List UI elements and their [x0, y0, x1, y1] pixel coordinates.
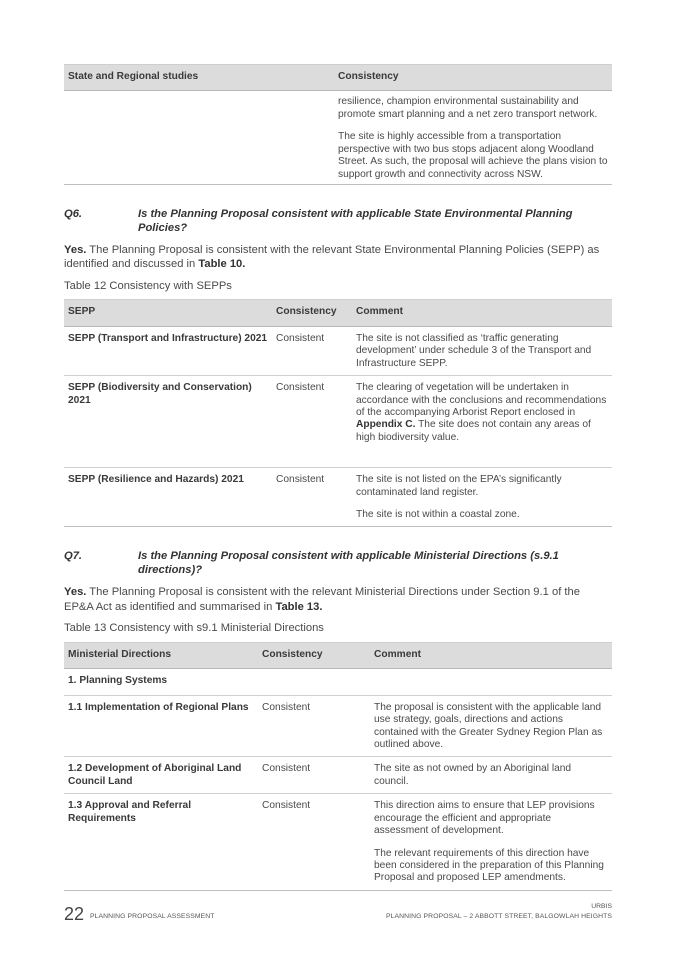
- table-row: [64, 468, 612, 527]
- comment-cell: [370, 757, 612, 794]
- column-header-comment: Comment: [370, 642, 612, 668]
- document-label: PLANNING PROPOSAL – 2 ABBOTT STREET, BALGOWLAH HEIGHTS: [386, 913, 612, 920]
- study-cell: [64, 91, 334, 185]
- brand-label: URBIS: [591, 903, 612, 910]
- column-header-directions: Ministerial Directions: [64, 642, 258, 668]
- direction-name: 1.2 Development of Aboriginal Land Council Land: [64, 757, 258, 794]
- section-heading: 1. Planning Systems: [64, 669, 612, 695]
- column-header-consistency: Consistency: [258, 642, 370, 668]
- consistency-paragraph: The site is highly accessible from a transportation perspective with two bus stops adjacent along Woodland Street. As such, the proposal will achieve the plans vision to support growth and connectivity across NSW.: [338, 131, 608, 180]
- section-label: PLANNING PROPOSAL ASSESSMENT: [90, 913, 215, 920]
- consistency-value: Consistent: [272, 468, 352, 527]
- table-reference: Table 13.: [275, 600, 323, 613]
- question-heading-q6: [64, 207, 612, 235]
- table-caption: Table 13 Consistency with s9.1 Ministerial Directions: [64, 622, 324, 635]
- comment-cell: [370, 794, 612, 891]
- answer-paragraph-q7: [64, 585, 612, 614]
- comment-text: The site does not contain any areas of high biodiversity value.: [356, 419, 591, 443]
- table-row: [64, 326, 612, 375]
- comment-text: The clearing of vegetation will be undertaken in accordance with the conclusions and recommendations of the accompanying Arborist Report enclosed in: [356, 382, 607, 418]
- answer-text: The Planning Proposal is consistent with the relevant Ministerial Directions under Section 9.1 of the EP&A Act as identified and summarised in: [64, 586, 580, 613]
- table-row: [64, 695, 612, 757]
- consistency-cell: [334, 91, 612, 185]
- state-regional-studies-table: [64, 64, 612, 185]
- answer-text: The Planning Proposal is consistent with the relevant State Environmental Planning Policies (SEPP) as identified and discussed in: [64, 244, 600, 271]
- table-row: [64, 376, 612, 468]
- table-row: [64, 794, 612, 891]
- comment-cell: [352, 468, 612, 527]
- consistency-paragraph: resilience, champion environmental sustainability and promote smart planning and a net zero transport network.: [338, 96, 598, 120]
- comment-paragraph: The site as not owned by an Aboriginal land council.: [374, 763, 572, 787]
- question-number: Q6.: [64, 208, 83, 221]
- consistency-value: Consistent: [272, 376, 352, 468]
- column-header-studies: State and Regional studies: [64, 65, 334, 91]
- comment-cell: [352, 376, 612, 468]
- column-header-consistency: Consistency: [334, 65, 612, 91]
- ministerial-directions-table: [64, 642, 612, 891]
- comment-paragraph: [356, 382, 608, 444]
- question-text: Is the Planning Proposal consistent with applicable Ministerial Directions (s.9.1 directions)?: [138, 550, 559, 577]
- column-header-consistency: Consistency: [272, 300, 352, 326]
- table-row: [64, 91, 612, 185]
- comment-paragraph: This direction aims to ensure that LEP provisions encourage the efficient and appropriate assessment of development.: [374, 800, 595, 837]
- comment-cell: [370, 695, 612, 757]
- table-caption: Table 12 Consistency with SEPPs: [64, 279, 232, 292]
- sepp-name: SEPP (Resilience and Hazards) 2021: [64, 468, 272, 527]
- table-header-row: [64, 642, 612, 668]
- table-header-row: [64, 300, 612, 326]
- page-number: 22: [64, 904, 85, 924]
- page-footer: [64, 900, 612, 924]
- comment-paragraph: The proposal is consistent with the applicable land use strategy, goals, directions and actions contained with the Greater Sydney Region Plan as outlined above.: [374, 701, 603, 750]
- sepp-name: SEPP (Biodiversity and Conservation) 2021: [64, 376, 272, 468]
- table-row: [64, 757, 612, 794]
- table-header-row: [64, 65, 612, 91]
- table-reference: Table 10.: [198, 258, 246, 271]
- comment-paragraph: The site is not within a coastal zone.: [356, 509, 520, 520]
- answer-paragraph-q6: [64, 243, 612, 272]
- comment-paragraph: The relevant requirements of this direction have been considered in the preparation of this Planning Proposal and proposed LEP amendments.: [374, 847, 604, 884]
- section-row: [64, 669, 612, 695]
- direction-name: 1.3 Approval and Referral Requirements: [64, 794, 258, 891]
- column-header-comment: Comment: [352, 300, 612, 326]
- column-header-sepp: SEPP: [64, 300, 272, 326]
- consistency-value: Consistent: [258, 757, 370, 794]
- page-content: [64, 64, 612, 891]
- comment-paragraph: The site is not classified as ‘traffic generating development’ under schedule 3 of the Transport and Infrastructure SEPP.: [356, 332, 592, 369]
- sepp-name: SEPP (Transport and Infrastructure) 2021: [64, 326, 272, 375]
- question-text: Is the Planning Proposal consistent with applicable State Environmental Planning Policies?: [138, 208, 573, 235]
- consistency-value: Consistent: [258, 794, 370, 891]
- consistency-value: Consistent: [272, 326, 352, 375]
- question-heading-q7: [64, 549, 612, 577]
- direction-name: 1.1 Implementation of Regional Plans: [64, 695, 258, 757]
- appendix-reference: Appendix C.: [356, 419, 416, 431]
- sepp-table: [64, 299, 612, 527]
- answer-lead: Yes.: [64, 244, 87, 257]
- question-number: Q7.: [64, 550, 83, 563]
- answer-lead: Yes.: [64, 586, 87, 599]
- comment-paragraph: The site is not listed on the EPA’s significantly contaminated land register.: [356, 474, 562, 498]
- consistency-value: Consistent: [258, 695, 370, 757]
- comment-cell: [352, 326, 612, 375]
